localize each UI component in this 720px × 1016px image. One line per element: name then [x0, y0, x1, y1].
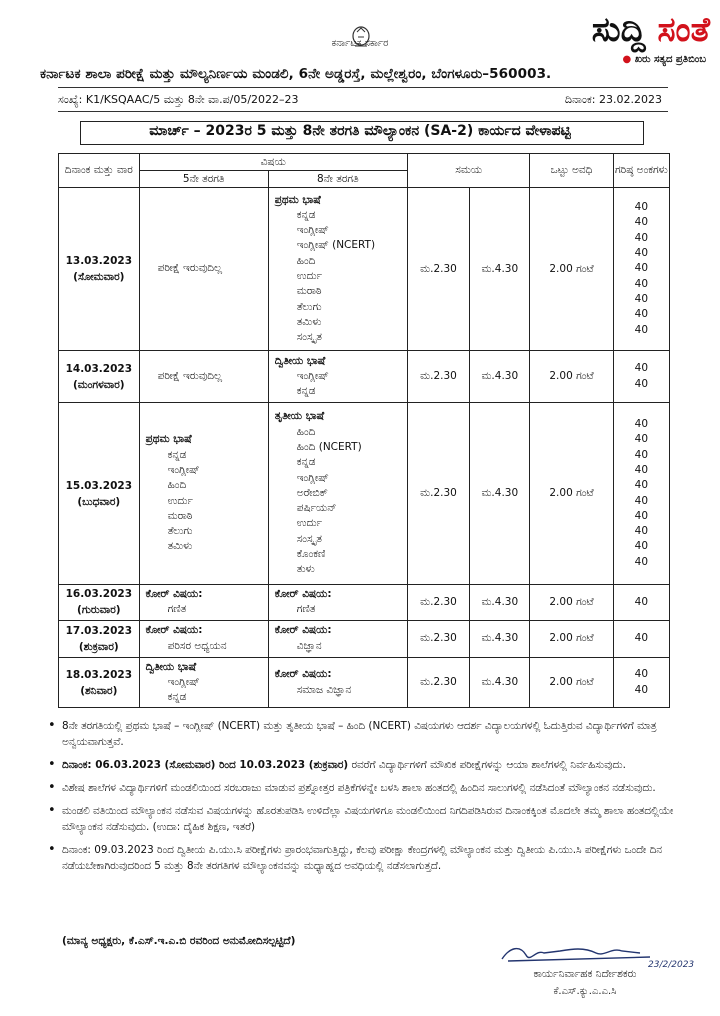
marks-value: 40 — [634, 362, 649, 375]
table-row — [59, 620, 670, 657]
subject-item: ತೆಲುಗು — [167, 525, 193, 538]
timetable-body — [59, 188, 670, 708]
date-cell — [59, 620, 140, 657]
end-time: ಮ.4.30 — [470, 620, 530, 657]
max-marks-cell — [613, 403, 669, 585]
marks-value: 40 — [634, 231, 649, 244]
duration-cell: 2.00 ಗಂಟೆ — [530, 657, 613, 708]
subject-item: ಮರಾಠಿ — [167, 509, 193, 522]
start-time: ಮ.2.30 — [407, 403, 469, 585]
marks-value: 40 — [634, 494, 649, 507]
subject-item: ಕನ್ನಡ — [167, 448, 187, 461]
duration-cell: 2.00 ಗಂಟೆ — [530, 403, 613, 585]
exam-day: (ಮಂಗಳವಾರ) — [72, 378, 125, 391]
subject-group-heading: ಕೋರ್ ವಿಷಯ: — [145, 624, 203, 637]
end-time: ಮ.4.30 — [470, 188, 530, 351]
page-title: ಮಾರ್ಚ್ – 2023ರ 5 ಮತ್ತು 8ನೇ ತರಗತಿ ಮೌಲ್ಯಾಂಕನ (SA-2) ಕಾರ್ಯದ ವೇಳಾಪಟ್ಟಿ — [149, 123, 571, 139]
subject-item: ಪರಿಸರ ಅಧ್ಯಯನ — [167, 639, 227, 652]
marks-value: 40 — [634, 216, 649, 229]
subject-item: ಕೊಂಕಣಿ — [296, 548, 326, 561]
start-time: ಮ.2.30 — [407, 351, 469, 403]
marks-value: 40 — [634, 555, 649, 568]
subject-item: ಇಂಗ್ಲೀಷ್ — [296, 471, 329, 484]
subject-item: ಹಿಂದಿ (NCERT) — [296, 440, 362, 453]
marks-value: 40 — [634, 683, 649, 696]
no-exam-text: ಪರೀಕ್ಷೆ ಇರುವುದಿಲ್ಲ — [157, 369, 223, 382]
date-cell — [59, 351, 140, 403]
start-time: ಮ.2.30 — [407, 620, 469, 657]
duration-cell: 2.00 ಗಂಟೆ — [530, 351, 613, 403]
marks-value: 40 — [634, 323, 649, 336]
brand-logo — [518, 8, 710, 70]
subject-item: ಕನ್ನಡ — [296, 208, 316, 221]
end-time: ಮ.4.30 — [470, 585, 530, 621]
exam-date: 15.03.2023 — [65, 479, 133, 492]
brand-title — [592, 8, 710, 52]
class-5-subjects — [139, 351, 268, 403]
subject-group-heading: ಕೋರ್ ವಿಷಯ: — [274, 588, 332, 600]
subject-group-heading: ಕೋರ್ ವಿಷಯ: — [145, 588, 203, 600]
exam-day: (ಸೋಮವಾರ) — [73, 271, 125, 283]
subject-item: ತೆಲುಗು — [296, 300, 322, 313]
subject-group-heading: ಪ್ರಥಮ ಭಾಷೆ — [274, 193, 321, 206]
note-item — [62, 718, 688, 750]
date-cell — [59, 188, 140, 351]
subject-item: ಇಂಗ್ಲೀಷ್ — [296, 224, 329, 237]
marks-value: 40 — [634, 308, 649, 321]
table-row — [59, 188, 670, 351]
subject-item: ಕನ್ನಡ — [296, 385, 316, 398]
subject-item: ಸಂಸ್ಕೃತ — [296, 331, 322, 344]
start-time: ಮ.2.30 — [407, 188, 469, 351]
class-8-subjects — [268, 657, 407, 708]
note-item — [62, 757, 688, 773]
subject-group-heading: ಕೋರ್ ವಿಷಯ: — [274, 624, 332, 637]
class-8-subjects — [268, 620, 407, 657]
subject-item: ಇಂಗ್ಲೀಷ್ — [296, 369, 329, 382]
note-text: ರವರೆಗೆ ವಿದ್ಯಾರ್ಥಿಗಳಿಗೆ ಮೌಖಿಕ ಪರೀಕ್ಷೆಗಳನ್ನು ಆಯಾ ಶಾಲೆಗಳಲ್ಲಿ ನಿರ್ವಹಿಸುವುದು. — [348, 759, 626, 771]
class-5-subjects — [139, 585, 268, 621]
max-marks-cell — [613, 585, 669, 621]
subject-item: ಗಣಿತ — [167, 603, 187, 616]
brand-word-1: ಸುದ್ದಿ — [591, 10, 646, 50]
subject-item: ಸಂಸ್ಕೃತ — [296, 532, 322, 545]
notes-list — [48, 718, 688, 874]
subject-item: ಇಂಗ್ಲೀಷ್ — [167, 675, 200, 688]
marks-value: 40 — [634, 433, 649, 446]
subject-item: ಉರ್ದು — [296, 270, 323, 282]
marks-value: 40 — [634, 509, 649, 522]
note-text: 8ನೇ ತರಗತಿಯಲ್ಲಿ ಪ್ರಥಮ ಭಾಷೆ – ಇಂಗ್ಲೀಷ್ (NCERT) ಮತ್ತು ತೃತೀಯ ಭಾಷೆ – ಹಿಂದಿ (NCERT) ವಿಷಯಗಳು ಆದರ್ಶ ವಿದ್ಯಾಲಯಗಳಲ್ಲಿ ಓದುತ್ತಿರುವ ವಿದ್ಯಾರ್ಥಿಗಳಿಗೆ ಮಾತ್ರ ಅನ್ವಯವಾಗುತ್ತವೆ. — [62, 720, 657, 748]
exam-date: 13.03.2023 — [65, 255, 133, 267]
subject-item: ತುಳು — [296, 563, 315, 576]
marks-value: 40 — [634, 262, 649, 275]
subject-group-heading: ದ್ವಿತೀಯ ಭಾಷೆ — [274, 354, 326, 367]
marks-value: 40 — [634, 595, 649, 608]
exam-day: (ಗುರುವಾರ) — [77, 604, 121, 617]
duration-cell: 2.00 ಗಂಟೆ — [530, 188, 613, 351]
max-marks-cell — [613, 657, 669, 708]
subject-item: ಕನ್ನಡ — [296, 456, 316, 469]
subject-item: ಉರ್ದು — [296, 517, 323, 530]
max-marks-cell — [613, 351, 669, 403]
date-cell — [59, 657, 140, 708]
subject-item: ಕನ್ನಡ — [167, 691, 187, 704]
marks-value: 40 — [634, 377, 649, 390]
table-row — [59, 351, 670, 403]
exam-day: (ಶನಿವಾರ) — [80, 684, 118, 697]
subject-item: ಹಿಂದಿ — [167, 479, 187, 492]
marks-value: 40 — [634, 247, 649, 260]
marks-value: 40 — [634, 525, 649, 538]
marks-value: 40 — [634, 418, 649, 431]
duration-cell: 2.00 ಗಂಟೆ — [530, 585, 613, 621]
subject-item: ಪರ್ಷಿಯನ್ — [296, 502, 337, 515]
end-time: ಮ.4.30 — [470, 657, 530, 708]
exam-day: (ಬುಧವಾರ) — [77, 495, 121, 508]
designation: ಕಾರ್ಯನಿರ್ವಾಹಕ ನಿರ್ದೇಶಕರು — [533, 968, 637, 980]
signature-date: 23/2/2023 — [648, 960, 695, 970]
start-time: ಮ.2.30 — [407, 657, 469, 708]
subject-group-heading: ಕೋರ್ ವಿಷಯ: — [274, 668, 332, 681]
subject-item: ಸಮಾಜ ವಿಜ್ಞಾನ — [296, 683, 352, 696]
duration-cell: 2.00 ಗಂಟೆ — [530, 620, 613, 657]
header-time: ಸಮಯ — [407, 154, 530, 188]
header-date-day: ದಿನಾಂಕ ಮತ್ತು ವಾರ — [59, 154, 140, 188]
end-time: ಮ.4.30 — [470, 351, 530, 403]
office-name: ಕೆ.ಎಸ್.ಕ್ಯು.ಎ.ಎ.ಸಿ — [553, 986, 617, 997]
class-8-subjects — [268, 403, 407, 585]
note-item — [62, 842, 688, 874]
date-cell — [59, 403, 140, 585]
brand-word-2: ಸಂತೆ — [657, 10, 710, 50]
subject-item: ಅರೇಬಿಕ್ — [296, 486, 328, 499]
subject-item: ಹಿಂದಿ — [296, 254, 316, 267]
class-8-subjects — [268, 188, 407, 351]
government-line: ಕರ್ನಾಟಕ ಸರ್ಕಾರ — [331, 38, 389, 49]
notes-section — [48, 718, 688, 881]
note-text: ಮಂಡಲಿ ವತಿಯಿಂದ ಮೌಲ್ಯಾಂಕನ ನಡೆಸುವ ವಿಷಯಗಳನ್ನು ಹೊರತುಪಡಿಸಿ ಉಳಿದೆಲ್ಲಾ ವಿಷಯಗಳಿಗೂ ಮಂಡಲಿಯಿಂದ ನಿಗದಿಪಡಿಸಿರುವ ದಿನಾಂಕಕ್ಕಿಂತ ಮೊದಲೇ ತಮ್ಮ ಶಾಲಾ ಹಂತದಲ್ಲಿಯೇ ಮೌಲ್ಯಾಂಕನ ನಡೆಸುವುದು. (ಉದಾ: ದೈಹಿಕ ಶಿಕ್ಷಣ, ಇತರೆ) — [62, 805, 674, 833]
class-8-subjects — [268, 351, 407, 403]
subject-item: ಮರಾಠಿ — [296, 285, 322, 298]
max-marks-cell — [613, 620, 669, 657]
subject-item: ಗಣಿತ — [296, 603, 316, 616]
class-5-subjects — [139, 403, 268, 585]
class-5-subjects — [139, 657, 268, 708]
note-item — [62, 803, 688, 835]
exam-day: (ಶುಕ್ರವಾರ) — [78, 640, 119, 653]
table-row — [59, 657, 670, 708]
subject-item: ಇಂಗ್ಲೀಷ್ (NCERT) — [296, 239, 376, 252]
subject-item: ತಮಿಳು — [296, 315, 322, 328]
table-row — [59, 403, 670, 585]
subject-group-heading: ದ್ವಿತೀಯ ಭಾಷೆ — [145, 660, 197, 673]
header-class-5: 5ನೇ ತರಗತಿ — [139, 171, 268, 188]
header-max-marks: ಗರಿಷ್ಠ ಅಂಕಗಳು — [613, 154, 669, 188]
marks-value: 40 — [634, 277, 649, 290]
header-subject: ವಿಷಯ — [139, 154, 407, 171]
header-class-8: 8ನೇ ತರಗತಿ — [268, 171, 407, 188]
header-rule-top — [58, 87, 668, 88]
marks-value: 40 — [634, 479, 649, 492]
exam-date: 18.03.2023 — [65, 668, 133, 681]
class-5-subjects — [139, 188, 268, 351]
marks-value: 40 — [634, 448, 649, 461]
subject-item: ತಮಿಳು — [167, 540, 193, 553]
exam-date: 16.03.2023 — [65, 588, 133, 601]
brand-tagline-text: ಖರು ಸತ್ಯದ ಪ್ರತಿಬಿಂಬ — [634, 54, 706, 65]
subject-group-heading: ಪ್ರಥಮ ಭಾಷೆ — [145, 433, 192, 446]
reference-number: ಸಂಖ್ಯೆ: K1/KSQAAC/5 ಮತ್ತು 8ನೇ ವಾ.ಪ/05/2022–23 — [58, 93, 299, 106]
document-date: ದಿನಾಂಕ: 23.02.2023 — [564, 93, 662, 106]
subject-item: ಹಿಂದಿ — [296, 425, 316, 438]
marks-value: 40 — [634, 631, 649, 644]
brand-tagline: ● ಖರು ಸತ್ಯದ ಪ್ರತಿಬಿಂಬ — [622, 54, 706, 65]
note-item — [62, 780, 688, 796]
exam-date: 17.03.2023 — [65, 624, 133, 637]
date-cell — [59, 585, 140, 621]
approval-note: (ಮಾನ್ಯ ಅಧ್ಯಕ್ಷರು, ಕೆ.ಎಸ್.ಇ.ಎ.ಬಿ ರವರಿಂದ ಅನುಮೋದಿಸಲ್ಪಟ್ಟಿದೆ) — [62, 935, 296, 947]
subject-group-heading: ತೃತೀಯ ಭಾಷೆ — [274, 410, 325, 423]
subject-item: ಇಂಗ್ಲೀಷ್ — [167, 463, 200, 476]
marks-value: 40 — [634, 540, 649, 553]
marks-value: 40 — [634, 292, 649, 305]
exam-date: 14.03.2023 — [65, 362, 133, 375]
subject-item: ಉರ್ದು — [167, 494, 193, 507]
start-time: ಮ.2.30 — [407, 585, 469, 621]
header-duration: ಒಟ್ಟು ಅವಧಿ — [530, 154, 613, 188]
board-address: ಕರ್ನಾಟಕ ಶಾಲಾ ಪರೀಕ್ಷೆ ಮತ್ತು ಮೌಲ್ಯನಿರ್ಣಯ ಮಂಡಲಿ, 6ನೇ ಅಡ್ಡರಸ್ತೆ, ಮಲ್ಲೇಶ್ವರಂ, ಬೆಂಗಳೂರು–560003. — [40, 66, 552, 82]
marks-value: 40 — [634, 463, 649, 476]
no-exam-text: ಪರೀಕ್ಷೆ ಇರುವುದಿಲ್ಲ — [157, 262, 223, 275]
note-text: ವಿಶೇಷ ಶಾಲೆಗಳ ವಿದ್ಯಾರ್ಥಿಗಳಿಗೆ ಮಂಡಲಿಯಿಂದ ಸರಬರಾಜು ಮಾಡುವ ಪ್ರಶ್ನೋತ್ತರ ಪತ್ರಿಕೆಗಳನ್ನೇ ಬಳಸಿ ಶಾಲಾ ಹಂತದಲ್ಲಿ ಹಿಂದಿನ ಸಾಲುಗಳಲ್ಲಿ ನಡೆಸಿದಂತೆ ಮೌಲ್ಯಾಂಕನ ನಡೆಸುವುದು. — [62, 782, 656, 794]
note-bold-text: ದಿನಾಂಕ: 06.03.2023 (ಸೋಮವಾರ) ರಿಂದ 10.03.2023 (ಶುಕ್ರವಾರ) — [62, 759, 349, 771]
table-row — [59, 585, 670, 621]
subject-item: ವಿಜ್ಞಾನ — [296, 639, 322, 652]
max-marks-cell — [613, 188, 669, 351]
end-time: ಮ.4.30 — [470, 403, 530, 585]
header-rule-bottom — [58, 111, 668, 112]
class-5-subjects — [139, 620, 268, 657]
note-text: ದಿನಾಂಕ: 09.03.2023 ರಿಂದ ದ್ವಿತೀಯ ಪಿ.ಯು.ಸಿ ಪರೀಕ್ಷೆಗಳು ಪ್ರಾರಂಭವಾಗುತ್ತಿದ್ದು, ಕೆಲವು ಪರೀಕ್ಷಾ ಕೇಂದ್ರಗಳಲ್ಲಿ ಮೌಲ್ಯಾಂಕನ ಮತ್ತು ದ್ವಿತೀಯ ಪಿ.ಯು.ಸಿ ಪರೀಕ್ಷೆಗಳು ಒಂದೇ ದಿನ ನಡೆಯಬೇಕಾಗಿರುವುದರಿಂದ 5 ಮತ್ತು 8ನೇ ತರಗತಿಗಳ ಮೌಲ್ಯಾಂಕನವನ್ನು ಮಧ್ಯಾಹ್ನದ ಅವಧಿಯಲ್ಲಿ ನಡೆಸಲಾಗುತ್ತದೆ. — [62, 844, 663, 872]
timetable — [58, 153, 670, 708]
marks-value: 40 — [634, 201, 649, 214]
class-8-subjects — [268, 585, 407, 621]
marks-value: 40 — [634, 668, 649, 681]
